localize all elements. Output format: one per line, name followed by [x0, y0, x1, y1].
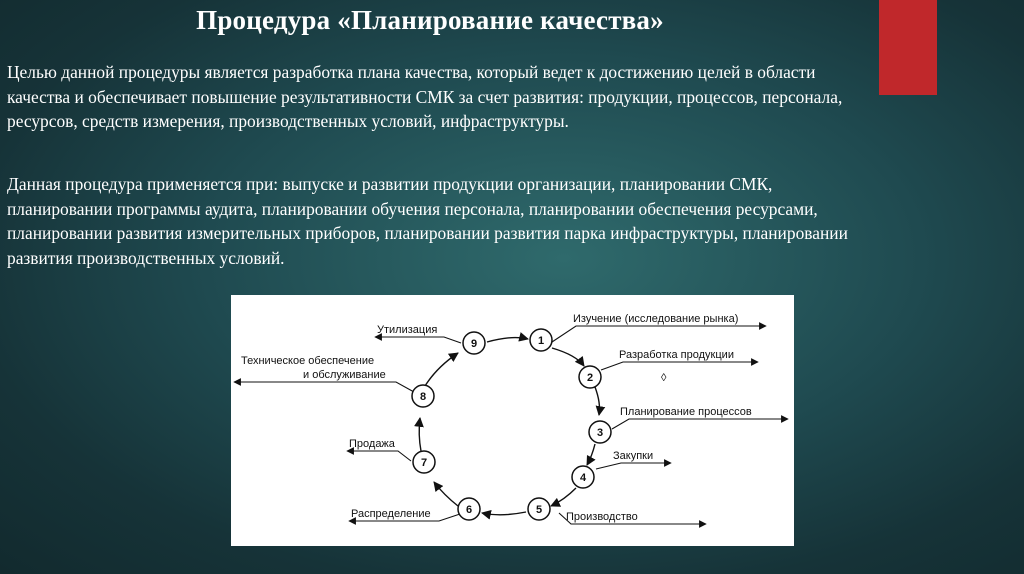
svg-text:3: 3 — [596, 427, 604, 439]
stage-5-node — [528, 498, 550, 520]
stage-8-node — [412, 385, 434, 407]
svg-text:5: 5 — [535, 504, 543, 516]
svg-text:2: 2 — [586, 372, 594, 384]
stage-7-label: Продажа — [349, 438, 395, 450]
accent-bar — [879, 0, 937, 95]
svg-text:4: 4 — [579, 472, 587, 484]
stage-7-node — [413, 451, 435, 473]
svg-text:1: 1 — [537, 335, 545, 347]
svg-text:9: 9 — [470, 338, 478, 350]
stage-2-node — [579, 366, 601, 388]
stage-1-label: Изучение (исследование рынка) — [573, 313, 739, 325]
stage-8-label-line1: Техническое обеспечение — [241, 355, 375, 367]
purpose-paragraph: Целью данной процедуры является разработка плана качества, который ведет к достижению целей в области качества и обеспечивает повышение результативности СМК за счет развития: продукции, процессов, персонала, ресурсов, средств измерения, производственных условий, инфраструктуры. — [7, 62, 843, 131]
stage-3-node — [589, 421, 611, 443]
stage-1-node — [530, 329, 552, 351]
glyph-mark: ◊ — [661, 372, 667, 384]
quality-loop-diagram — [231, 295, 794, 546]
stage-5-label: Производство — [566, 511, 638, 523]
page-title: Процедура «Планирование качества» — [196, 5, 664, 35]
svg-text:7: 7 — [420, 457, 428, 469]
stage-9-label: Утилизация — [377, 324, 438, 336]
stage-6-node — [458, 498, 480, 520]
stage-2-label: Разработка продукции — [619, 349, 734, 361]
stage-3-label: Планирование процессов — [620, 406, 752, 418]
stage-4-node — [572, 466, 594, 488]
stage-8-label-line2: и обслуживание — [303, 369, 386, 381]
cycle-arrows — [419, 338, 599, 515]
stage-6-label: Распределение — [351, 508, 431, 520]
stage-9-node — [463, 332, 485, 354]
application-paragraph: Данная процедура применяется при: выпуске и развитии продукции организации, планировании СМК, планировании программы аудита, планировании обучения персонала, планировании обеспечения ресурсами, планировании развития измерительных приборов, планировании развития парка инфраструктуры, планировании развития производственных условий. — [7, 174, 848, 268]
stage-4-label: Закупки — [613, 450, 654, 462]
svg-text:8: 8 — [419, 391, 427, 403]
svg-text:6: 6 — [465, 504, 473, 516]
